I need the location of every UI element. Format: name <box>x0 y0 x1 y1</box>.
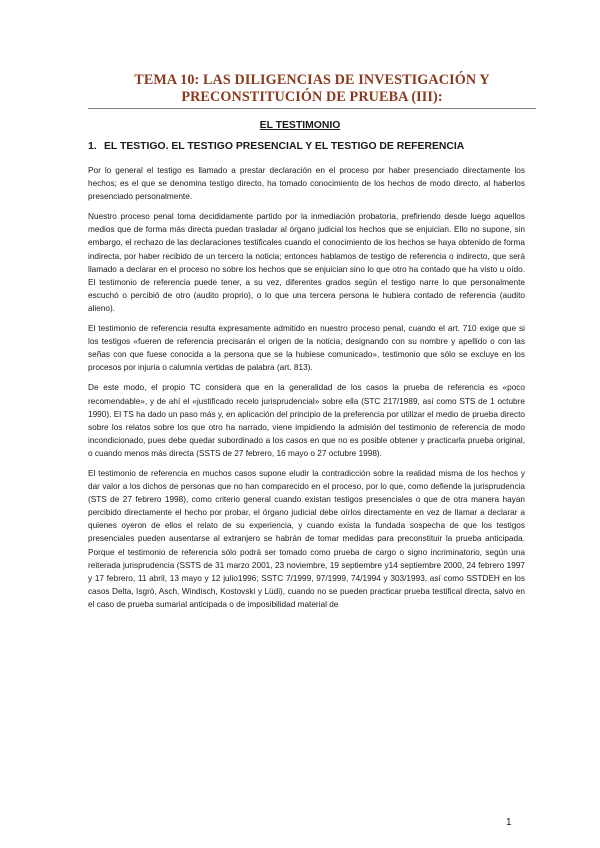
document-body <box>88 164 525 618</box>
heading-number: 1. <box>88 141 97 152</box>
paragraph-1: Por lo general el testigo es llamado a prestar declaración en el proceso por haber presenciado directamente los hechos; es el que se denomina testigo directo, ha tomado conocimiento de los hechos de modo directo, al haberlos presenciado personalmente. <box>88 166 525 202</box>
section-heading <box>88 140 536 154</box>
paragraph-3: El testimonio de referencia resulta expresamente admitido en nuestro proceso penal, cuando el art. 710 exige que si los testigos «fueren de referencia precisarán el origen de la noticia, designando con su nombre y apellido o con las señas con que fuese conocida a la persona que se la hubiese comunicado», testimonio que sólo se excluye en los procesos por injuria o calumnia vertidas de palabra (art. 813). <box>88 324 525 373</box>
paragraph-5: El testimonio de referencia en muchos casos supone eludir la contradicción sobre la realidad misma de los hechos y dar valor a los dichos de personas que no han comparecido en el proceso, por lo que, como defiende la jurisprudencia (STS de 27 febrero 1998), como criterio general cuando existan testigos presenciales o que de otra manera hayan percibido directamente el hecho por probar, el órgano judicial debe oírlos directamente en vez de llamar a declarar a quienes oyeron de ellos el relato de su experiencia, y cuando exista la fundada sospecha de que los testigos presenciales pueden ausentarse al extranjero se habrán de tomar medidas para preconstituir la prueba anticipada. Porque el testimonio de referencia sólo podrá ser tomado como prueba de cargo o signo incriminatorio, según una reiterada jurisprudencia (SSTS de 31 marzo 2001, 23 noviembre, 19 septiembre y14 septiembre 2000, 24 febrero 1997 y 17 febrero, 11 abril, 13 mayo y 12 julio1996; SSTC 7/1999, 97/1999, 74/1994 y 303/1993, así como SSTDEH en los casos Delta, Isgrò, Asch, Windisch, Kostovski y Lüdi), cuando no se pueden practicar prueba testifical directa, salvo en el caso de prueba sumarial anticipada o de imposibilidad material de <box>88 468 525 609</box>
page-number: 1 <box>506 817 512 828</box>
title-line-2: PRECONSTITUCIÓN DE PRUEBA (III): <box>181 89 443 105</box>
section-title: EL TESTIMONIO <box>259 120 341 131</box>
paragraph-2: Nuestro proceso penal toma decididamente partido por la inmediación probatoria, prefiriendo desde luego aquellos medios que de forma más directa puedan trasladar al órgano judicial los hechos que se enjuician. Ello no supone, sin embargo, el rechazo de las declaraciones testificales cuando el conocimiento de los hechos se haya obtenido de forma indirecta, por haber recibido de un tercero la noticia; entonces hablamos de testigo de referencia o indirecto, que será llamado a declarar en el proceso no sobre los hechos que se enjuician sino lo que otro ha contado que ha visto u oído. El testimonio de referencia puede tener, a su vez, diferentes grados según el testigo narre lo que personalmente escuchó o percibió de otro (audito proprio), o lo que una tercera persona le hubiera contado de referencia (audito alieno). <box>88 212 525 313</box>
title-line-1: TEMA 10: LAS DILIGENCIAS DE INVESTIGACIÓN Y <box>134 72 490 88</box>
paragraph-4: De este modo, el propio TC considera que en la generalidad de los casos la prueba de referencia es «poco recomendable», y de ahí el «justificado recelo jurisprudencial» sobre ella (STC 217/1989, así como STS de 1 octubre 1990). El TS ha dado un paso más y, en aplicación del principio de la preferencia por utilizar el medio de prueba directo sobre los relatos sobre los que otro ha narrado, viene impidiendo la admisión del testimonio de referencia de modo incondicionado, pues debe quedar subordinado a los casos en que no es posible obtener y practicarla prueba original, o cuando menos más directa (SSTS de 27 febrero, 16 mayo o 27 octubre 1998). <box>88 383 525 458</box>
document-title <box>88 72 536 109</box>
heading-text: EL TESTIGO. EL TESTIGO PRESENCIAL Y EL TESTIGO DE REFERENCIA <box>104 141 465 152</box>
